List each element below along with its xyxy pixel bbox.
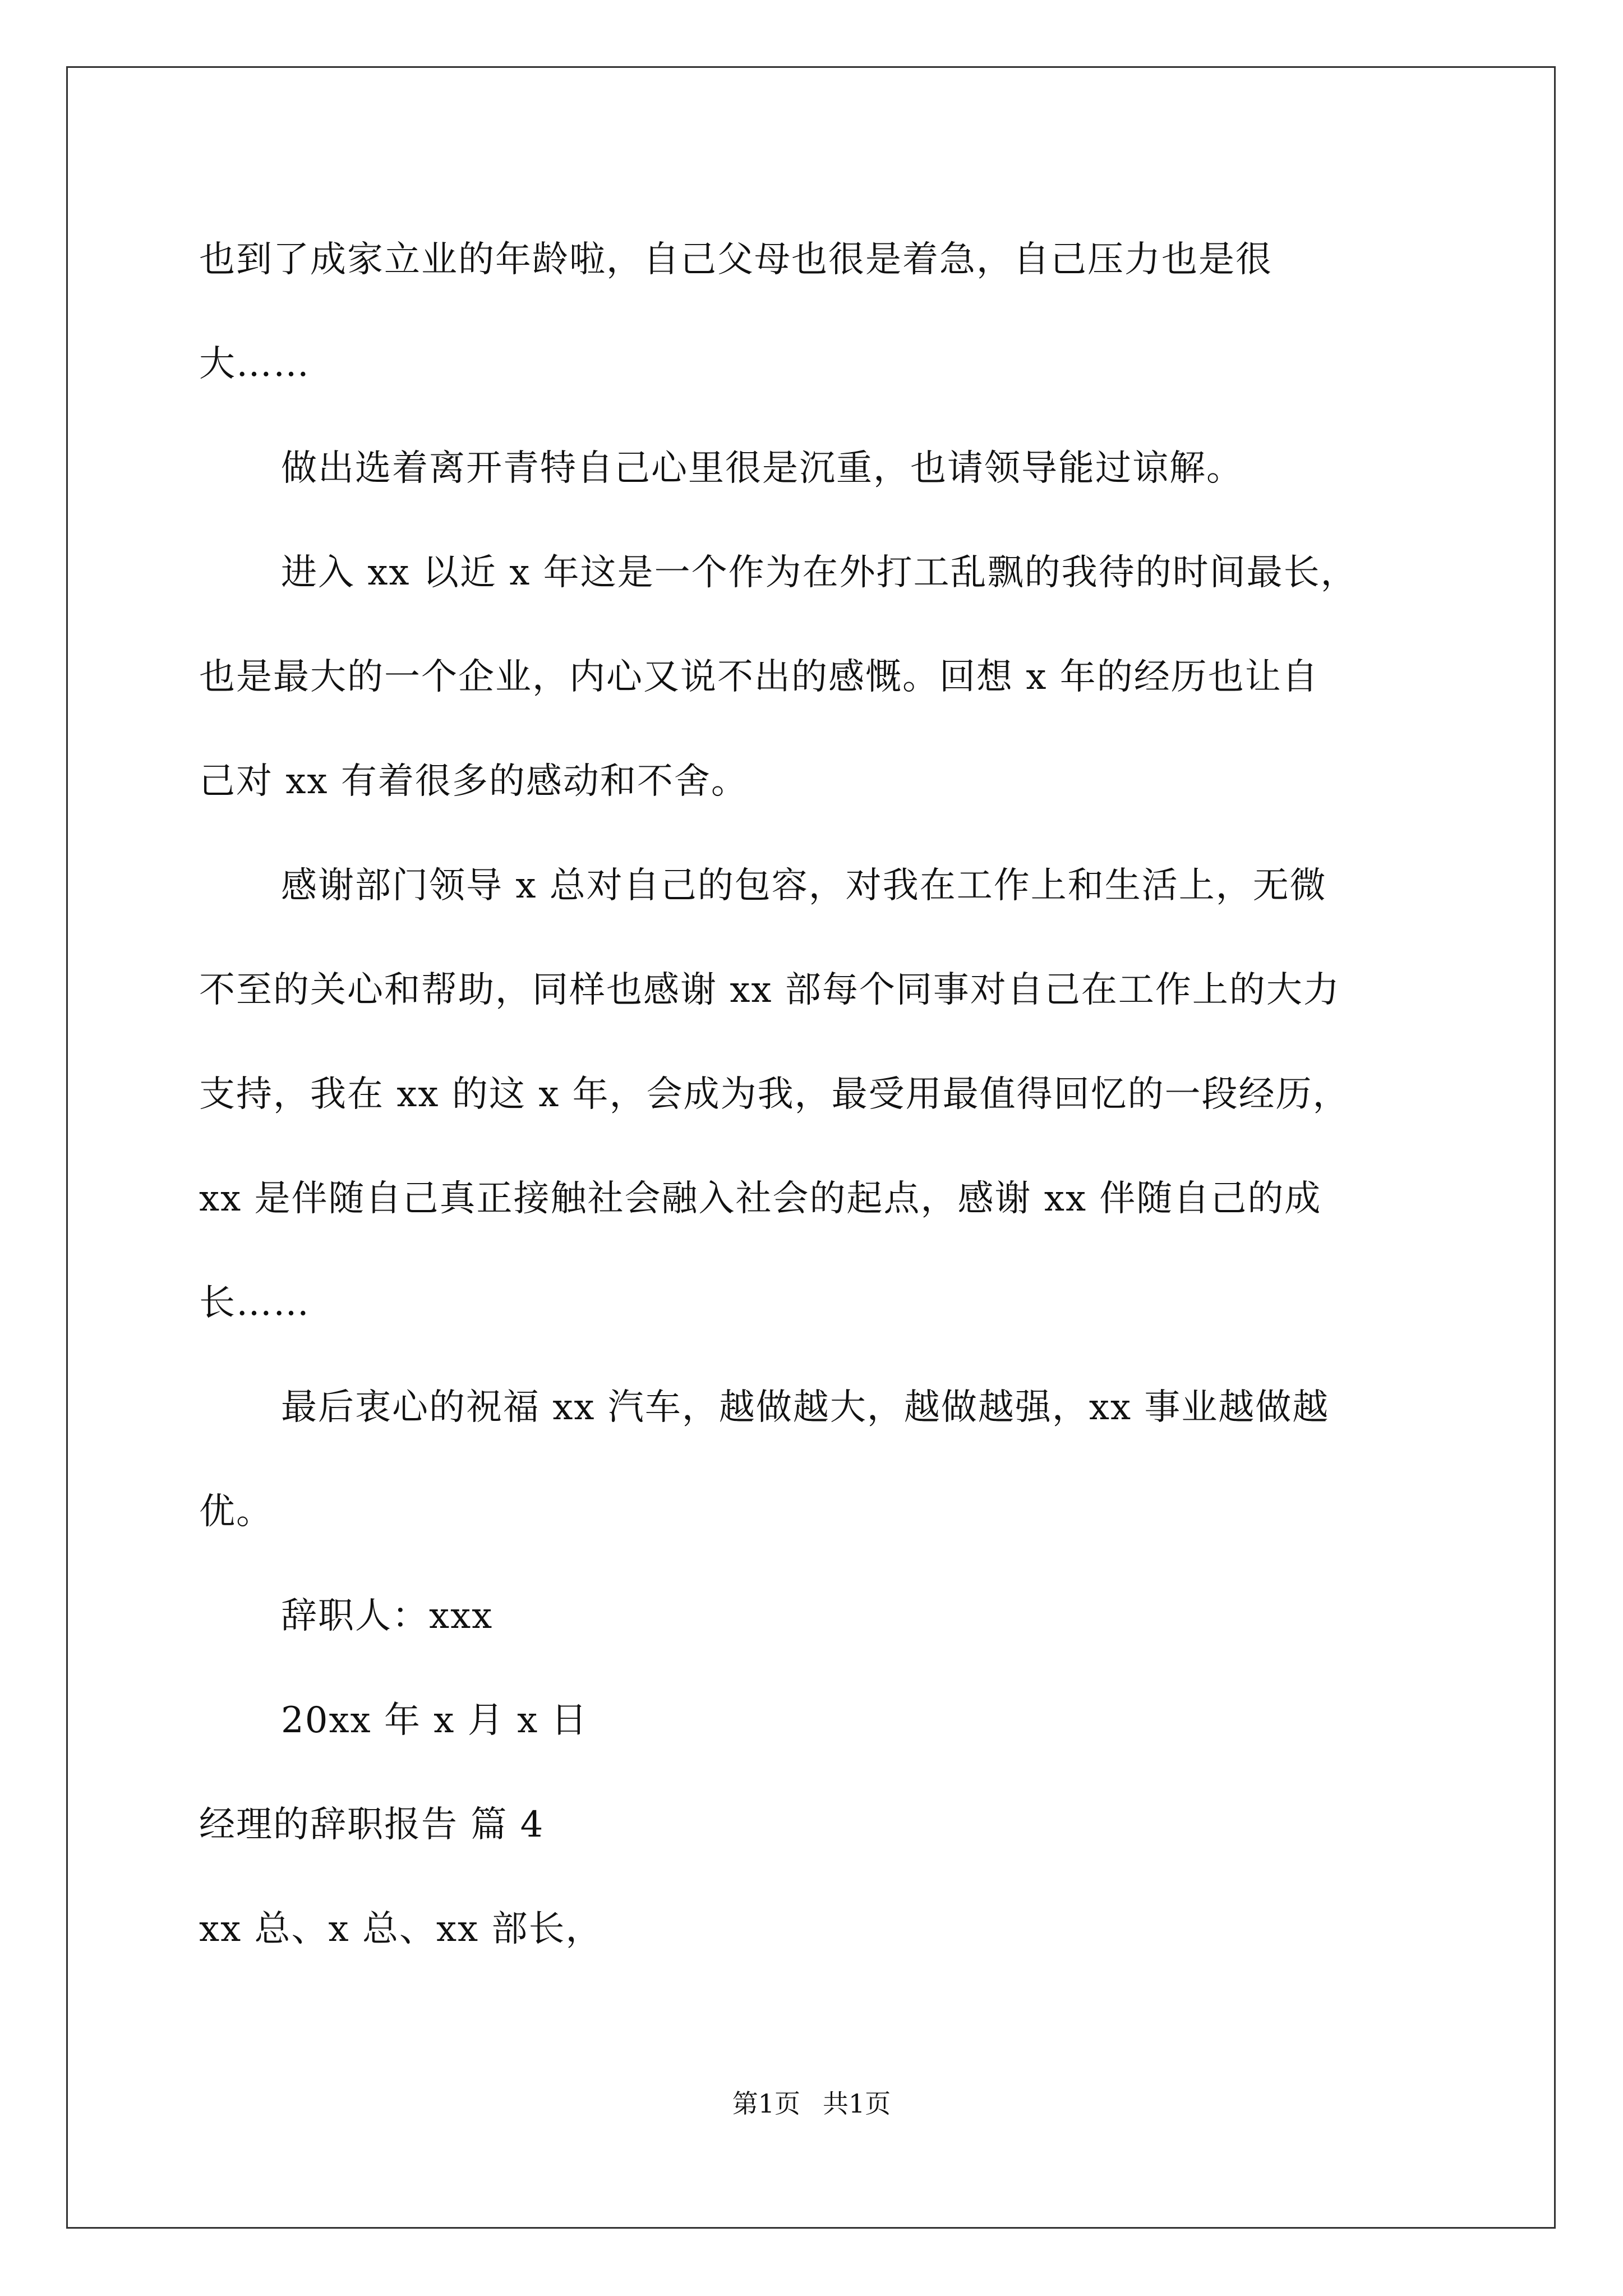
page-number-total: 共1页 bbox=[823, 2088, 891, 2119]
text-line-4: 进入 xx 以近 x 年这是一个作为在外打工乱飘的我待的时间最长， bbox=[281, 552, 1358, 593]
section-heading: 经理的辞职报告 篇 4 bbox=[199, 1804, 545, 1846]
text-line-8: 不至的关心和帮助，同样也感谢 xx 部每个同事对自己在工作上的大力 bbox=[199, 969, 1340, 1011]
text-line-11: 长…… bbox=[199, 1282, 310, 1324]
text-line-5: 也是最大的一个企业，内心又说不出的感慨。回想 x 年的经历也让自 bbox=[199, 656, 1319, 698]
page-footer bbox=[0, 2087, 1623, 2120]
text-line-3: 做出选着离开青特自己心里很是沉重，也请领导能过谅解。 bbox=[281, 448, 1243, 489]
text-line-9: 支持，我在 xx 的这 x 年，会成为我，最受用最值得回忆的一段经历， bbox=[199, 1074, 1350, 1115]
signature-line: 辞职人：xxx bbox=[281, 1595, 494, 1637]
date-line: 20xx 年 x 月 x 日 bbox=[281, 1700, 588, 1741]
text-line-13: 优。 bbox=[199, 1491, 273, 1533]
salutation-line: xx 总、x 总、xx 部长， bbox=[199, 1908, 603, 1950]
text-line-6: 己对 xx 有着很多的感动和不舍。 bbox=[199, 761, 748, 802]
text-line-12: 最后衷心的祝福 xx 汽车，越做越大，越做越强，xx 事业越做越 bbox=[281, 1387, 1330, 1428]
document-body bbox=[199, 208, 1438, 1981]
page-number-current: 第1页 bbox=[732, 2088, 800, 2119]
text-line-7: 感谢部门领导 x 总对自己的包容，对我在工作上和生活上，无微 bbox=[281, 865, 1327, 907]
text-line-10: xx 是伴随自己真正接触社会融入社会的起点，感谢 xx 伴随自己的成 bbox=[199, 1178, 1322, 1220]
text-line-2: 大…… bbox=[199, 343, 310, 385]
text-line-1: 也到了成家立业的年龄啦，自己父母也很是着急，自己压力也是很 bbox=[199, 239, 1272, 280]
